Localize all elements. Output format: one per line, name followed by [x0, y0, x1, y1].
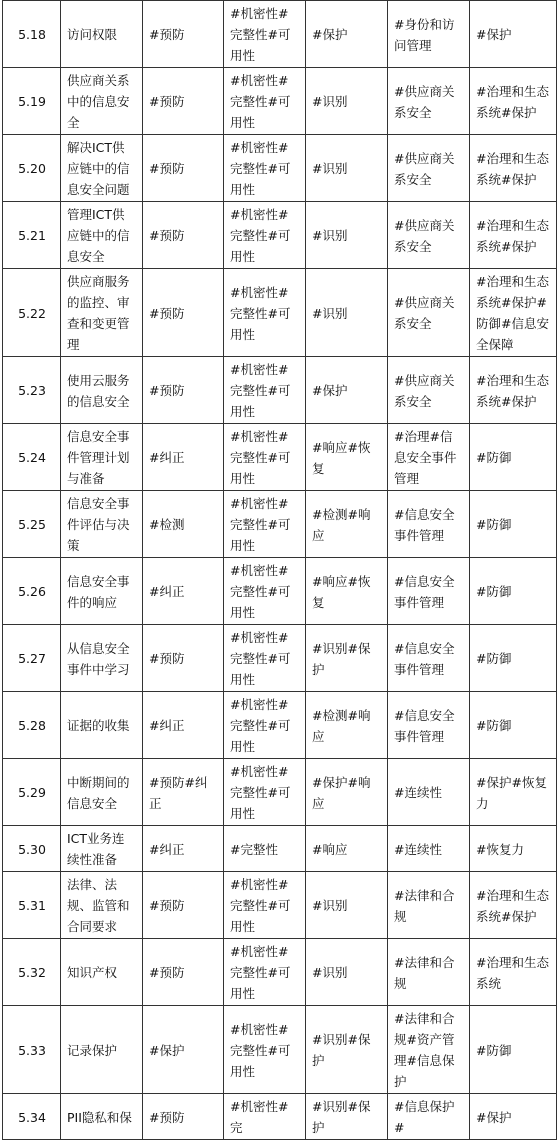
- cybersecurity-concepts-cell: #识别: [306, 68, 388, 135]
- security-domains-cell: #防御: [470, 558, 557, 625]
- operational-capabilities-cell: #供应商关系安全: [388, 135, 470, 202]
- control-type-cell: #纠正: [143, 424, 224, 491]
- control-name-cell: 访问权限: [61, 1, 143, 68]
- control-type-cell: #预防: [143, 68, 224, 135]
- security-properties-cell: #机密性#完整性#可用性: [224, 872, 306, 939]
- operational-capabilities-cell: #信息安全事件管理: [388, 558, 470, 625]
- table-row: [3, 1094, 557, 1140]
- operational-capabilities-cell: #信息安全事件管理: [388, 625, 470, 692]
- table-row: [3, 692, 557, 759]
- control-name-cell: 中断期间的信息安全: [61, 759, 143, 826]
- security-domains-cell: #防御: [470, 424, 557, 491]
- cybersecurity-concepts-cell: #识别#保护: [306, 1006, 388, 1094]
- security-properties-cell: #机密性#完整性#可用性: [224, 269, 306, 357]
- cybersecurity-concepts-cell: #识别: [306, 135, 388, 202]
- control-name-cell: 记录保护: [61, 1006, 143, 1094]
- operational-capabilities-cell: #法律和合规: [388, 872, 470, 939]
- control-id-cell: 5.25: [3, 491, 61, 558]
- operational-capabilities-cell: #身份和访问管理: [388, 1, 470, 68]
- control-type-cell: #预防: [143, 357, 224, 424]
- control-name-cell: 信息安全事件管理计划与准备: [61, 424, 143, 491]
- control-type-cell: #预防#纠正: [143, 759, 224, 826]
- security-properties-cell: #机密性#完整性#可用性: [224, 135, 306, 202]
- cybersecurity-concepts-cell: #识别: [306, 269, 388, 357]
- table-row: [3, 939, 557, 1006]
- control-id-cell: 5.29: [3, 759, 61, 826]
- security-domains-cell: #治理和生态系统#保护: [470, 357, 557, 424]
- table-row: [3, 135, 557, 202]
- cybersecurity-concepts-cell: #识别: [306, 939, 388, 1006]
- security-domains-cell: #治理和生态系统: [470, 939, 557, 1006]
- security-domains-cell: #防御: [470, 491, 557, 558]
- cybersecurity-concepts-cell: #识别: [306, 202, 388, 269]
- operational-capabilities-cell: #信息安全事件管理: [388, 692, 470, 759]
- cybersecurity-concepts-cell: #识别: [306, 872, 388, 939]
- control-name-cell: 法律、法规、监管和合同要求: [61, 872, 143, 939]
- table-row: [3, 269, 557, 357]
- cybersecurity-concepts-cell: #识别#保护: [306, 1094, 388, 1140]
- security-domains-cell: #治理和生态系统#保护: [470, 202, 557, 269]
- cybersecurity-concepts-cell: #识别#保护: [306, 625, 388, 692]
- operational-capabilities-cell: #供应商关系安全: [388, 269, 470, 357]
- control-name-cell: 信息安全事件的响应: [61, 558, 143, 625]
- security-properties-cell: #机密性#完整性#可用性: [224, 558, 306, 625]
- security-properties-cell: #机密性#完整性#可用性: [224, 202, 306, 269]
- security-domains-cell: #治理和生态系统#保护: [470, 68, 557, 135]
- control-type-cell: #纠正: [143, 692, 224, 759]
- security-properties-cell: #完整性: [224, 826, 306, 872]
- control-name-cell: 供应商关系中的信息安全: [61, 68, 143, 135]
- security-domains-cell: #恢复力: [470, 826, 557, 872]
- control-name-cell: 知识产权: [61, 939, 143, 1006]
- security-properties-cell: #机密性#完整性#可用性: [224, 692, 306, 759]
- control-id-cell: 5.34: [3, 1094, 61, 1140]
- table-row: [3, 872, 557, 939]
- security-properties-cell: #机密性#完整性#可用性: [224, 625, 306, 692]
- cybersecurity-concepts-cell: #保护: [306, 1, 388, 68]
- security-properties-cell: #机密性#完整性#可用性: [224, 68, 306, 135]
- operational-capabilities-cell: #法律和合规: [388, 939, 470, 1006]
- control-id-cell: 5.28: [3, 692, 61, 759]
- security-domains-cell: #治理和生态系统#保护: [470, 872, 557, 939]
- table-row: [3, 759, 557, 826]
- cybersecurity-concepts-cell: #保护#响应: [306, 759, 388, 826]
- control-type-cell: #预防: [143, 872, 224, 939]
- operational-capabilities-cell: #信息保护#: [388, 1094, 470, 1140]
- control-id-cell: 5.33: [3, 1006, 61, 1094]
- table-row: [3, 625, 557, 692]
- control-id-cell: 5.23: [3, 357, 61, 424]
- control-id-cell: 5.24: [3, 424, 61, 491]
- table-row: [3, 558, 557, 625]
- control-id-cell: 5.27: [3, 625, 61, 692]
- operational-capabilities-cell: #连续性: [388, 759, 470, 826]
- control-name-cell: ICT业务连续性准备: [61, 826, 143, 872]
- controls-attribute-table: [2, 0, 557, 1140]
- table-row: [3, 1, 557, 68]
- control-type-cell: #纠正: [143, 558, 224, 625]
- operational-capabilities-cell: #法律和合规#资产管理#信息保护: [388, 1006, 470, 1094]
- control-id-cell: 5.22: [3, 269, 61, 357]
- operational-capabilities-cell: #连续性: [388, 826, 470, 872]
- control-type-cell: #纠正: [143, 826, 224, 872]
- control-name-cell: 供应商服务的监控、审查和变更管理: [61, 269, 143, 357]
- cybersecurity-concepts-cell: #检测#响应: [306, 491, 388, 558]
- security-domains-cell: #防御: [470, 1006, 557, 1094]
- security-domains-cell: #治理和生态系统#保护: [470, 135, 557, 202]
- cybersecurity-concepts-cell: #保护: [306, 357, 388, 424]
- control-id-cell: 5.21: [3, 202, 61, 269]
- control-name-cell: 使用云服务的信息安全: [61, 357, 143, 424]
- security-properties-cell: #机密性#完整性#可用性: [224, 939, 306, 1006]
- control-type-cell: #预防: [143, 1, 224, 68]
- security-domains-cell: #防御: [470, 692, 557, 759]
- security-domains-cell: #保护#恢复力: [470, 759, 557, 826]
- operational-capabilities-cell: #供应商关系安全: [388, 202, 470, 269]
- control-id-cell: 5.20: [3, 135, 61, 202]
- security-domains-cell: #防御: [470, 625, 557, 692]
- security-properties-cell: #机密性#完整性#可用性: [224, 491, 306, 558]
- cybersecurity-concepts-cell: #响应#恢复: [306, 424, 388, 491]
- control-type-cell: #预防: [143, 939, 224, 1006]
- security-domains-cell: #保护: [470, 1, 557, 68]
- operational-capabilities-cell: #供应商关系安全: [388, 68, 470, 135]
- table-row: [3, 826, 557, 872]
- cybersecurity-concepts-cell: #响应#恢复: [306, 558, 388, 625]
- control-id-cell: 5.26: [3, 558, 61, 625]
- control-name-cell: 解决ICT供应链中的信息安全问题: [61, 135, 143, 202]
- table-row: [3, 1006, 557, 1094]
- control-type-cell: #预防: [143, 625, 224, 692]
- control-type-cell: #保护: [143, 1006, 224, 1094]
- operational-capabilities-cell: #信息安全事件管理: [388, 491, 470, 558]
- table-row: [3, 202, 557, 269]
- table-row: [3, 491, 557, 558]
- control-name-cell: 证据的收集: [61, 692, 143, 759]
- control-id-cell: 5.18: [3, 1, 61, 68]
- cybersecurity-concepts-cell: #响应: [306, 826, 388, 872]
- control-name-cell: 从信息安全事件中学习: [61, 625, 143, 692]
- control-name-cell: PII隐私和保: [61, 1094, 143, 1140]
- security-properties-cell: #机密性#完整性#可用性: [224, 357, 306, 424]
- table-row: [3, 424, 557, 491]
- control-type-cell: #检测: [143, 491, 224, 558]
- operational-capabilities-cell: #供应商关系安全: [388, 357, 470, 424]
- control-type-cell: #预防: [143, 135, 224, 202]
- control-type-cell: #预防: [143, 1094, 224, 1140]
- security-properties-cell: #机密性#完整性#可用性: [224, 759, 306, 826]
- control-name-cell: 信息安全事件评估与决策: [61, 491, 143, 558]
- security-properties-cell: #机密性#完: [224, 1094, 306, 1140]
- security-domains-cell: #治理和生态系统#保护#防御#信息安全保障: [470, 269, 557, 357]
- control-name-cell: 管理ICT供应链中的信息安全: [61, 202, 143, 269]
- control-id-cell: 5.19: [3, 68, 61, 135]
- control-id-cell: 5.31: [3, 872, 61, 939]
- operational-capabilities-cell: #治理#信息安全事件管理: [388, 424, 470, 491]
- cybersecurity-concepts-cell: #检测#响应: [306, 692, 388, 759]
- control-type-cell: #预防: [143, 269, 224, 357]
- security-properties-cell: #机密性#完整性#可用性: [224, 1, 306, 68]
- control-id-cell: 5.32: [3, 939, 61, 1006]
- table-row: [3, 68, 557, 135]
- control-id-cell: 5.30: [3, 826, 61, 872]
- security-properties-cell: #机密性#完整性#可用性: [224, 424, 306, 491]
- table-row: [3, 357, 557, 424]
- security-domains-cell: #保护: [470, 1094, 557, 1140]
- control-type-cell: #预防: [143, 202, 224, 269]
- security-properties-cell: #机密性#完整性#可用性: [224, 1006, 306, 1094]
